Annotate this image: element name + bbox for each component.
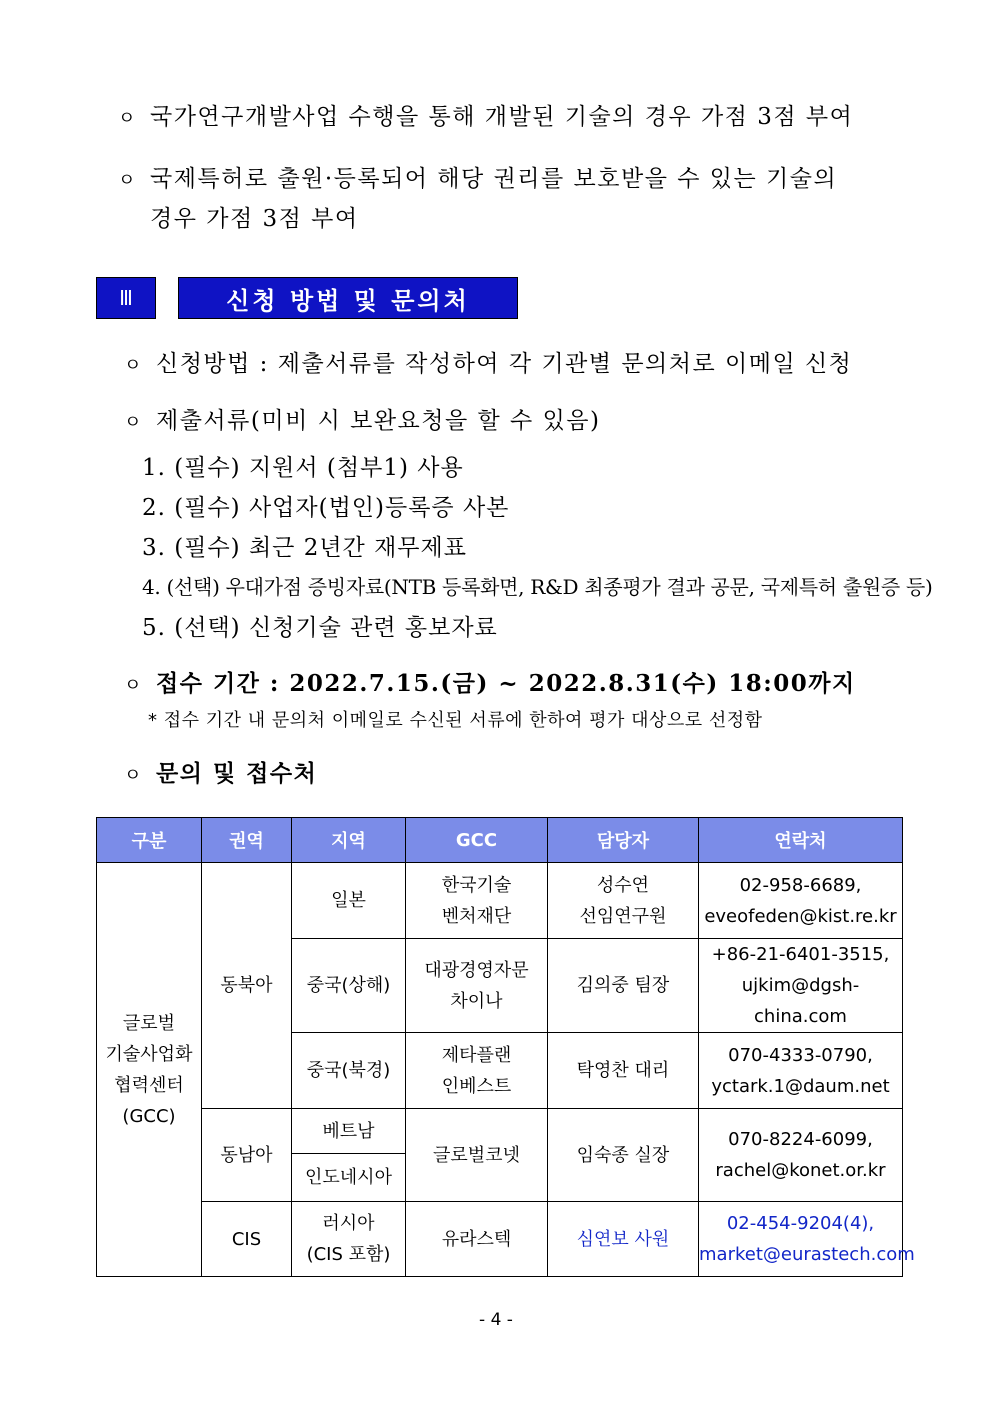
email-link[interactable]: yctark.1@daum.net	[711, 1075, 890, 1097]
circle-bullet-icon: ㅇ	[118, 170, 137, 191]
gcc-cell: 유라스텍	[406, 1202, 548, 1277]
region-cell: 동북아	[202, 863, 292, 1109]
contact-cell	[699, 1109, 903, 1202]
email-link[interactable]: rachel@konet.or.kr	[715, 1160, 886, 1181]
doc-item: 2. (필수) 사업자(법인)등록증 사본	[142, 495, 510, 521]
gcc-cell	[406, 863, 548, 939]
bullet-text: 국가연구개발사업 수행을 통해 개발된 기술의 경우 가점 3점 부여	[150, 104, 854, 130]
period-text: 접수 기간 : 2022.7.15.(금) ~ 2022.8.31(수) 18:00까지	[156, 670, 856, 697]
docs-title: 제출서류(미비 시 보완요청을 할 수 있음)	[156, 408, 601, 434]
category-line: 기술사업화	[105, 1043, 193, 1065]
person-cell: 탁영찬 대리	[548, 1033, 699, 1109]
area-cell: 베트남	[292, 1109, 406, 1154]
bullet-inquiry	[124, 755, 317, 788]
person-line: 선임연구원	[579, 905, 667, 927]
email-link[interactable]: ujkim@dgsh-china.com	[741, 975, 860, 1027]
header-category: 구분	[97, 818, 202, 863]
doc-item: 4. (선택) 우대가점 증빙자료(NTB 등록화면, R&D 최종평가 결과 공문, 국제특허 출원증 등)	[142, 575, 933, 599]
gcc-line: 제타플랜	[441, 1044, 512, 1066]
table-row	[97, 863, 903, 939]
gcc-line: 한국기술	[441, 874, 512, 896]
phone: 070-4333-0790,	[728, 1044, 873, 1066]
region-cell: CIS	[202, 1202, 292, 1277]
bullet-period	[124, 665, 856, 698]
category-cell	[97, 863, 202, 1277]
bullet-text: 국제특허로 출원·등록되어 해당 권리를 보호받을 수 있는 기술의	[150, 166, 838, 192]
doc-item: 1. (필수) 지원서 (첨부1) 사용	[142, 455, 464, 481]
header-gcc: GCC	[406, 818, 548, 863]
contact-cell	[699, 863, 903, 939]
area-cell: 일본	[292, 863, 406, 939]
header-contact: 연락처	[699, 818, 903, 863]
email-link[interactable]: eveofeden@kist.re.kr	[704, 905, 897, 927]
category-line: 글로벌	[122, 1012, 176, 1034]
inquiry-title: 문의 및 접수처	[156, 760, 318, 787]
area-line: 러시아	[322, 1213, 375, 1234]
gcc-line: 인베스트	[441, 1075, 512, 1097]
table-row	[97, 1202, 903, 1277]
circle-bullet-icon: ㅇ	[124, 765, 143, 786]
header-region: 권역	[202, 818, 292, 863]
section-title: 신청 방법 및 문의처	[178, 277, 518, 319]
area-cell: 인도네시아	[292, 1154, 406, 1202]
gcc-line: 차이나	[450, 990, 503, 1012]
contact-table	[96, 817, 915, 1277]
gcc-cell: 글로벌코넷	[406, 1109, 548, 1202]
table-header-row	[97, 818, 903, 863]
header-person: 담당자	[548, 818, 699, 863]
doc-item: 5. (선택) 신청기술 관련 홍보자료	[142, 615, 498, 641]
circle-bullet-icon: ㅇ	[124, 412, 143, 433]
category-line: (GCC)	[122, 1105, 176, 1127]
area-cell: 중국(북경)	[292, 1033, 406, 1109]
page-number: - 4 -	[479, 1310, 513, 1330]
gcc-line: 벤처재단	[441, 905, 512, 927]
table-row	[97, 1109, 903, 1154]
period-note: * 접수 기간 내 문의처 이메일로 수신된 서류에 한하여 평가 대상으로 선정함	[148, 710, 763, 731]
phone: 02-958-6689,	[739, 874, 862, 896]
contact-cell	[699, 1202, 915, 1277]
header-area: 지역	[292, 818, 406, 863]
person-cell: 심연보 사원	[548, 1202, 699, 1277]
gcc-cell	[406, 1033, 548, 1109]
region-cell: 동남아	[202, 1109, 292, 1202]
bullet-docs	[124, 402, 601, 435]
gcc-cell	[406, 939, 548, 1033]
category-line: 협력센터	[114, 1074, 184, 1096]
person-cell: 김의중 팀장	[548, 939, 699, 1033]
circle-bullet-icon: ㅇ	[124, 355, 143, 376]
area-cell	[292, 1202, 406, 1277]
bullet-continuation: 경우 가점 3점 부여	[150, 206, 359, 232]
email-link[interactable]: market@eurastech.com	[699, 1244, 915, 1265]
circle-bullet-icon: ㅇ	[124, 675, 143, 696]
phone: +86-21-6401-3515,	[711, 944, 890, 965]
area-cell: 중국(상해)	[292, 939, 406, 1033]
bullet-method	[124, 345, 852, 378]
person-cell	[548, 863, 699, 939]
doc-item: 3. (필수) 최근 2년간 재무제표	[142, 535, 467, 561]
contact-cell	[699, 1033, 903, 1109]
section-number: Ⅲ	[96, 277, 156, 319]
area-line: (CIS 포함)	[306, 1244, 391, 1265]
bullet-national-rnd	[118, 98, 853, 131]
method-text: 신청방법 : 제출서류를 작성하여 각 기관별 문의처로 이메일 신청	[156, 351, 853, 377]
contact-cell	[699, 939, 903, 1033]
person-line: 성수연	[596, 874, 650, 896]
phone: 02-454-9204(4),	[726, 1213, 875, 1234]
circle-bullet-icon: ㅇ	[118, 108, 137, 129]
person-cell: 임숙종 실장	[548, 1109, 699, 1202]
phone: 070-8224-6099,	[728, 1129, 873, 1150]
gcc-line: 대광경영자문	[424, 959, 529, 981]
bullet-intl-patent	[118, 160, 837, 193]
